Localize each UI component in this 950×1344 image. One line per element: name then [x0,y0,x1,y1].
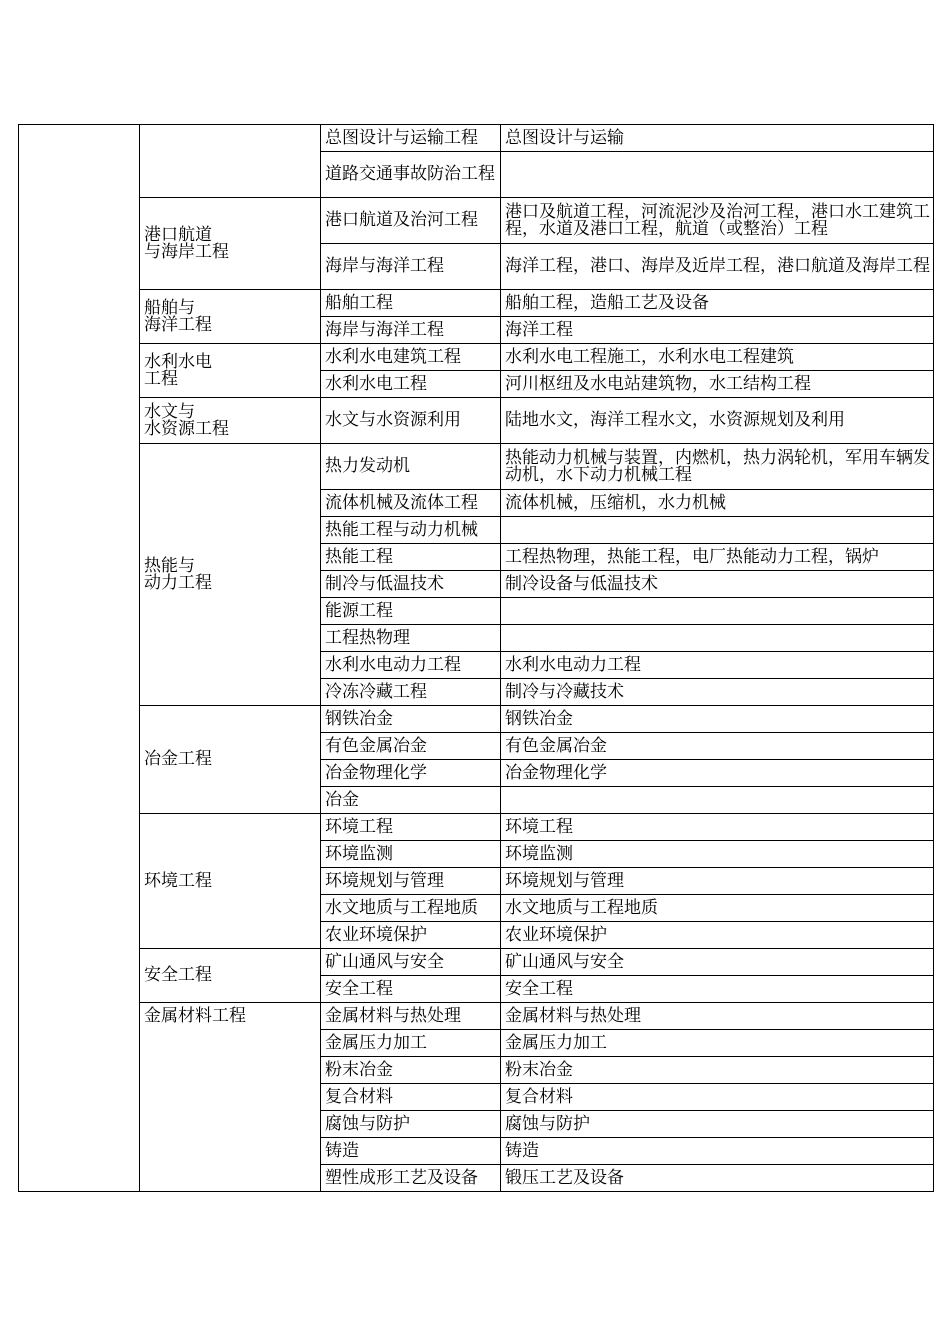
major-cell [321,706,501,733]
major-name: 海岸与海洋工程 [325,256,444,276]
former-major-names: 环境监测 [505,843,573,864]
major-cell [321,517,501,544]
former-major-cell [501,652,934,679]
major-cell [321,398,501,444]
former-major-cell [501,1165,934,1192]
category-cell [140,398,321,444]
major-name: 船舶工程 [325,292,393,313]
former-major-names: 环境规划与管理 [505,870,624,891]
major-cell [321,290,501,317]
table-body [19,125,934,1192]
table-row [19,290,934,317]
category-label: 环境工程 [144,870,212,891]
major-cell [321,1111,501,1138]
former-major-cell [501,787,934,814]
former-major-cell [501,1111,934,1138]
former-major-cell [501,598,934,625]
major-cell [321,625,501,652]
former-major-cell [501,1138,934,1165]
category-label: 港口航道 与海岸工程 [144,224,229,262]
major-cell [321,544,501,571]
category-cell [140,198,321,290]
former-major-names: 陆地水文，海洋工程水文，水资源规划及利用 [505,410,845,430]
major-name: 金属压力加工 [325,1032,427,1053]
major-cell [321,1057,501,1084]
table-row [19,198,934,244]
major-cell [321,814,501,841]
former-major-cell [501,290,934,317]
major-name: 环境规划与管理 [325,870,444,891]
former-major-cell [501,706,934,733]
former-major-cell [501,544,934,571]
former-major-names: 金属材料与热处理 [505,1005,641,1026]
former-major-cell [501,1084,934,1111]
category-label: 安全工程 [144,965,212,985]
major-name: 环境监测 [325,843,393,864]
major-name: 水利水电动力工程 [325,654,461,675]
major-name: 水文与水资源利用 [325,410,461,430]
former-major-cell [501,976,934,1003]
major-cell [321,1030,501,1057]
category-cell [140,444,321,706]
major-name: 有色金属冶金 [325,735,427,756]
major-cell [321,1084,501,1111]
major-cell [321,1165,501,1192]
former-major-cell [501,398,934,444]
former-major-names: 总图设计与运输 [505,127,624,148]
table-row [19,398,934,444]
former-major-cell [501,679,934,706]
major-name: 港口航道及治河工程 [325,210,478,230]
category-cell [140,290,321,344]
table-row [19,706,934,733]
major-name: 冶金 [325,789,359,810]
major-name: 水文地质与工程地质 [325,897,478,918]
table-row [19,814,934,841]
major-name: 流体机械及流体工程 [325,492,478,513]
table-row [19,949,934,976]
major-name: 矿山通风与安全 [325,951,444,972]
major-mapping-table [18,124,934,1192]
major-cell [321,841,501,868]
category-cell [140,125,321,198]
former-major-names: 矿山通风与安全 [505,951,624,972]
major-cell [321,490,501,517]
major-name: 金属材料与热处理 [325,1005,461,1026]
category-cell [140,706,321,814]
former-major-cell [501,125,934,152]
former-major-cell [501,922,934,949]
former-major-names: 腐蚀与防护 [505,1113,590,1134]
major-name: 冶金物理化学 [325,762,427,783]
major-name: 塑性成形工艺及设备 [325,1167,478,1188]
former-major-names: 海洋工程，港口、海岸及近岸工程，港口航道及海岸工程 [505,256,930,276]
major-name: 总图设计与运输工程 [325,127,478,148]
major-cell [321,1003,501,1030]
major-name: 钢铁冶金 [325,708,393,729]
former-major-cell [501,198,934,244]
former-major-cell [501,244,934,290]
former-major-names: 水利水电动力工程 [505,654,641,675]
former-major-names: 水利水电工程施工，水利水电工程建筑 [505,346,794,367]
major-cell [321,1138,501,1165]
major-name: 能源工程 [325,600,393,621]
major-cell [321,371,501,398]
former-major-names: 有色金属冶金 [505,735,607,756]
table-row [19,344,934,371]
former-major-names: 锻压工艺及设备 [505,1167,624,1188]
category-cell [140,814,321,949]
major-cell [321,868,501,895]
former-major-cell [501,949,934,976]
former-major-cell [501,1030,934,1057]
table-row [19,1003,934,1030]
table-row [19,444,934,490]
category-label: 水利水电 工程 [144,351,212,389]
major-cell [321,976,501,1003]
major-cell [321,344,501,371]
major-name: 腐蚀与防护 [325,1113,410,1134]
major-cell [321,922,501,949]
major-name: 热力发动机 [325,456,410,476]
major-name: 海岸与海洋工程 [325,319,444,340]
former-major-cell [501,625,934,652]
major-cell [321,244,501,290]
former-major-cell [501,490,934,517]
major-name: 热能工程 [325,546,393,567]
former-major-names: 海洋工程 [505,319,573,340]
former-major-names: 冶金物理化学 [505,762,607,783]
major-name: 铸造 [325,1140,359,1161]
major-cell [321,571,501,598]
major-name: 安全工程 [325,978,393,999]
former-major-names: 金属压力加工 [505,1032,607,1053]
major-cell [321,787,501,814]
former-major-cell [501,814,934,841]
former-major-cell [501,344,934,371]
former-major-names: 流体机械，压缩机，水力机械 [505,492,726,513]
former-major-cell [501,517,934,544]
former-major-names: 港口及航道工程，河流泥沙及治河工程，港口水工建筑工程，水道及港口工程，航道（或整治）工程 [505,201,930,239]
former-major-names: 环境工程 [505,816,573,837]
former-major-names: 水文地质与工程地质 [505,897,658,918]
former-major-cell [501,152,934,198]
major-cell [321,895,501,922]
category-cell [140,344,321,398]
former-major-names: 粉末冶金 [505,1059,573,1080]
major-name: 道路交通事故防治工程 [325,164,495,184]
former-major-names: 铸造 [505,1140,539,1161]
major-name: 复合材料 [325,1086,393,1107]
major-name: 工程热物理 [325,627,410,648]
former-major-names: 安全工程 [505,978,573,999]
table-row [19,125,934,152]
former-major-names: 钢铁冶金 [505,708,573,729]
major-cell [321,317,501,344]
former-major-names: 农业环境保护 [505,924,607,945]
category-label: 金属材料工程 [144,1006,246,1026]
major-cell [321,679,501,706]
former-major-cell [501,571,934,598]
major-name: 粉末冶金 [325,1059,393,1080]
former-major-cell [501,841,934,868]
major-cell [321,652,501,679]
former-major-names: 工程热物理，热能工程，电厂热能动力工程，锅炉 [505,546,879,567]
former-major-names: 河川枢纽及水电站建筑物，水工结构工程 [505,373,811,394]
major-cell [321,760,501,787]
former-major-names: 船舶工程，造船工艺及设备 [505,292,709,313]
former-major-cell [501,444,934,490]
major-cell [321,198,501,244]
former-major-cell [501,733,934,760]
former-major-cell [501,868,934,895]
former-major-cell [501,371,934,398]
former-major-cell [501,1057,934,1084]
major-name: 冷冻冷藏工程 [325,681,427,702]
major-cell [321,598,501,625]
former-major-cell [501,1003,934,1030]
former-major-cell [501,760,934,787]
former-major-cell [501,895,934,922]
category-label: 船舶与 海洋工程 [144,297,212,335]
former-major-names: 制冷与冷藏技术 [505,681,624,702]
major-cell [321,125,501,152]
former-major-names: 复合材料 [505,1086,573,1107]
major-cell [321,444,501,490]
former-major-names: 热能动力机械与装置，内燃机，热力涡轮机，军用车辆发动机，水下动力机械工程 [505,447,930,485]
former-major-cell [501,317,934,344]
blank-first-column [19,125,140,1192]
major-name: 环境工程 [325,816,393,837]
category-label: 水文与 水资源工程 [144,401,229,439]
major-cell [321,949,501,976]
major-name: 制冷与低温技术 [325,573,444,594]
category-cell [140,1003,321,1192]
category-label: 冶金工程 [144,749,212,769]
major-name: 农业环境保护 [325,924,427,945]
major-name: 水利水电建筑工程 [325,346,461,367]
category-label: 热能与 动力工程 [144,555,212,593]
major-cell [321,152,501,198]
former-major-names: 制冷设备与低温技术 [505,573,658,594]
category-cell [140,949,321,1003]
major-cell [321,733,501,760]
major-name: 热能工程与动力机械 [325,519,478,540]
major-name: 水利水电工程 [325,373,427,394]
